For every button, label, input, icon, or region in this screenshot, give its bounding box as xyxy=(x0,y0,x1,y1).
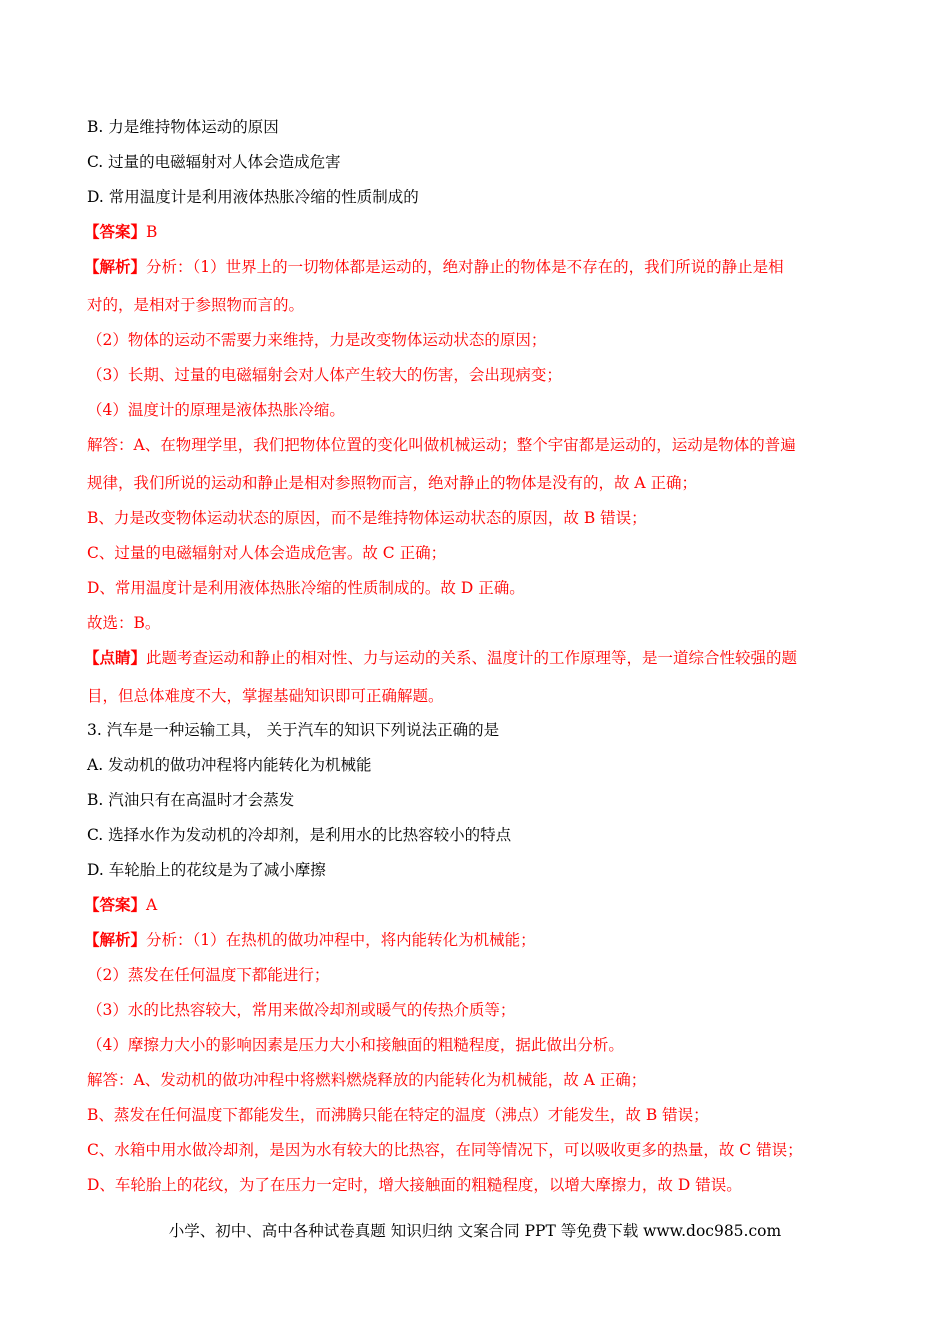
q2-analysis-line: （2）物体的运动不需要力来维持，力是改变物体运动状态的原因； xyxy=(87,331,547,349)
q2-analysis-line: C、过量的电磁辐射对人体会造成危害。故 C 正确； xyxy=(87,544,447,562)
q3-option-a: A. 发动机的做功冲程将内能转化为机械能 xyxy=(87,756,372,774)
q2-option-c: C. 过量的电磁辐射对人体会造成危害 xyxy=(87,153,341,171)
q2-analysis-line: B、力是改变物体运动状态的原因，而不是维持物体运动状态的原因，故 B 错误； xyxy=(87,509,647,527)
q3-answer xyxy=(84,895,157,915)
q3-analysis-line: （2）蒸发在任何温度下都能进行； xyxy=(87,966,330,984)
analysis-label: 【解析】 xyxy=(84,257,147,276)
q3-analysis-line xyxy=(84,930,536,950)
q2-analysis-line xyxy=(84,257,784,277)
analysis-text: 分析：（1）在热机的做功冲程中，将内能转化为机械能； xyxy=(146,931,536,949)
q3-analysis-line: （4）摩擦力大小的影响因素是压力大小和接触面的粗糙程度，据此做出分析。 xyxy=(87,1036,624,1054)
q3-option-c: C. 选择水作为发动机的冷却剂，是利用水的比热容较小的特点 xyxy=(87,826,512,844)
answer-label: 【答案】 xyxy=(84,895,147,914)
q3-analysis-line: （3）水的比热容较大，常用来做冷却剂或暖气的传热介质等； xyxy=(87,1001,516,1019)
q3-analysis-line: 解答：A、发动机的做功冲程中将燃料燃烧释放的内能转化为机械能，故 A 正确； xyxy=(87,1071,647,1089)
q2-analysis-line: （3）长期、过量的电磁辐射会对人体产生较大的伤害，会出现病变； xyxy=(87,366,562,384)
q3-analysis-line: D、车轮胎上的花纹，为了在压力一定时，增大接触面的粗糙程度，以增大摩擦力，故 D 错误。 xyxy=(87,1176,742,1194)
analysis-text: 分析：（1）世界上的一切物体都是运动的，绝对静止的物体是不存在的，我们所说的静止是相 xyxy=(146,258,784,276)
q3-option-d: D. 车轮胎上的花纹是为了减小摩擦 xyxy=(87,861,326,879)
q3-analysis-line: B、蒸发在任何温度下都能发生，而沸腾只能在特定的温度（沸点）才能发生，故 B 错误； xyxy=(87,1106,709,1124)
comment-label: 【点睛】 xyxy=(84,648,147,667)
q2-analysis-line: 规律，我们所说的运动和静止是相对参照物而言，绝对静止的物体是没有的，故 A 正确； xyxy=(87,474,698,492)
q3-question: 3. 汽车是一种运输工具， 关于汽车的知识下列说法正确的是 xyxy=(87,721,500,739)
answer-value: A xyxy=(146,896,158,914)
q2-analysis-line: （4）温度计的原理是液体热胀冷缩。 xyxy=(87,401,345,419)
answer-label: 【答案】 xyxy=(84,222,147,241)
q2-analysis-line: 故选：B。 xyxy=(87,614,161,632)
q2-comment-line: 目，但总体难度不大，掌握基础知识即可正确解题。 xyxy=(87,687,444,705)
q2-analysis-line: D、常用温度计是利用液体热胀冷缩的性质制成的。故 D 正确。 xyxy=(87,579,525,597)
analysis-label: 【解析】 xyxy=(84,930,147,949)
answer-value: B xyxy=(146,223,158,241)
comment-text: 此题考查运动和静止的相对性、力与运动的关系、温度计的工作原理等，是一道综合性较强的题 xyxy=(146,649,798,667)
q2-analysis-line: 对的，是相对于参照物而言的。 xyxy=(87,296,305,314)
q2-option-d: D. 常用温度计是利用液体热胀冷缩的性质制成的 xyxy=(87,188,419,206)
q2-analysis-line: 解答：A、在物理学里，我们把物体位置的变化叫做机械运动；整个宇宙都是运动的，运动是物体的普遍 xyxy=(87,436,796,454)
q2-option-b: B. 力是维持物体运动的原因 xyxy=(87,118,279,136)
q3-option-b: B. 汽油只有在高温时才会蒸发 xyxy=(87,791,295,809)
q2-answer xyxy=(84,222,157,242)
q3-analysis-line: C、水箱中用水做冷却剂，是因为水有较大的比热容，在同等情况下，可以吸收更多的热量，故 C 错误； xyxy=(87,1141,803,1159)
q2-comment xyxy=(84,648,797,668)
page-footer: 小学、初中、高中各种试卷真题 知识归纳 文案合同 PPT 等免费下载 www.doc985.com xyxy=(168,1222,782,1240)
